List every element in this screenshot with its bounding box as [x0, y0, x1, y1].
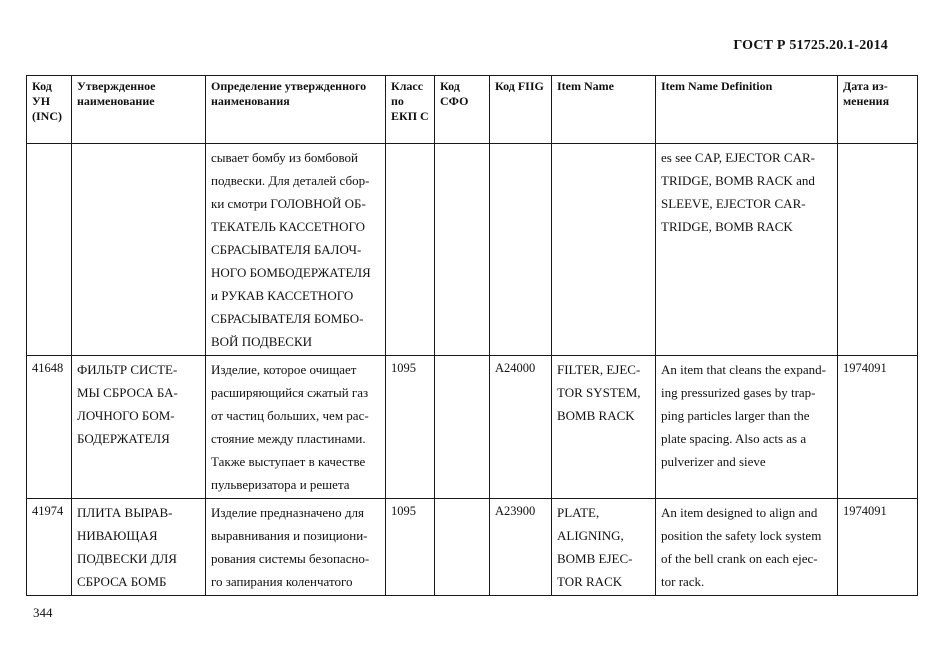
header-approved-name: Утвержденное наименование — [72, 76, 206, 144]
header-fiig: Код FIIG — [490, 76, 552, 144]
cell-inc: 41648 — [27, 356, 72, 499]
cell-approved-name: ФИЛЬТР СИСТЕ- МЫ СБРОСА БА- ЛОЧНОГО БОМ- БОДЕРЖАТЕЛЯ — [72, 356, 206, 499]
header-date: Дата из- менения — [838, 76, 918, 144]
cell-date: 1974091 — [838, 356, 918, 499]
cell-date — [838, 144, 918, 356]
nomenclature-table — [26, 75, 918, 596]
cell-inc: 41974 — [27, 499, 72, 596]
header-class: Класс по ЕКП С — [386, 76, 435, 144]
cell-item-definition: An item designed to align and position the safety lock system of the bell crank on each ejec- tor rack. — [656, 499, 838, 596]
cell-fiig: A24000 — [490, 356, 552, 499]
cell-class: 1095 — [386, 356, 435, 499]
cell-fiig — [490, 144, 552, 356]
cell-approved-name — [72, 144, 206, 356]
cell-definition: Изделие, которое очищает расширяющийся сжатый газ от частиц больших, чем рас- стояние между пластинами. Также выступает в качестве пульверизатора и решета — [206, 356, 386, 499]
header-inc: Код УН (INC) — [27, 76, 72, 144]
cell-approved-name: ПЛИТА ВЫРАВ- НИВАЮЩАЯ ПОДВЕСКИ ДЛЯ СБРОСА БОМБ — [72, 499, 206, 596]
cell-item-name — [552, 144, 656, 356]
cell-sfo — [435, 499, 490, 596]
document-code: ГОСТ Р 51725.20.1-2014 — [733, 38, 888, 53]
header-item-name: Item Name — [552, 76, 656, 144]
cell-class: 1095 — [386, 499, 435, 596]
cell-inc — [27, 144, 72, 356]
cell-sfo — [435, 144, 490, 356]
cell-class — [386, 144, 435, 356]
cell-definition: сывает бомбу из бомбовой подвески. Для деталей сбор- ки смотри ГОЛОВНОЙ ОБ- ТЕКАТЕЛЬ КАССЕТНОГО СБРАСЫВАТЕЛЯ БАЛОЧ- НОГО БОМБОДЕРЖАТЕЛЯ и РУКАВ КАССЕТНОГО СБРАСЫВАТЕЛЯ БОМБО- ВОЙ ПОДВЕСКИ — [206, 144, 386, 356]
header-definition: Определение утвержденного наименования — [206, 76, 386, 144]
cell-fiig: A23900 — [490, 499, 552, 596]
table-row — [27, 499, 918, 596]
cell-item-name: PLATE, ALIGNING, BOMB EJEC- TOR RACK — [552, 499, 656, 596]
cell-sfo — [435, 356, 490, 499]
cell-item-definition: es see CAP, EJECTOR CAR- TRIDGE, BOMB RACK and SLEEVE, EJECTOR CAR- TRIDGE, BOMB RACK — [656, 144, 838, 356]
page-number: 344 — [33, 605, 53, 620]
cell-definition: Изделие предназначено для выравнивания и позициони- рования системы безопасно- го запирания коленчатого — [206, 499, 386, 596]
table-row — [27, 356, 918, 499]
header-sfo: Код СФО — [435, 76, 490, 144]
cell-item-name: FILTER, EJEC- TOR SYSTEM, BOMB RACK — [552, 356, 656, 499]
table-row — [27, 144, 918, 356]
cell-date: 1974091 — [838, 499, 918, 596]
header-item-definition: Item Name Definition — [656, 76, 838, 144]
header-row — [27, 76, 918, 144]
cell-item-definition: An item that cleans the expand- ing pressurized gases by trap- ping particles larger than the plate spacing. Also acts as a pulverizer and sieve — [656, 356, 838, 499]
